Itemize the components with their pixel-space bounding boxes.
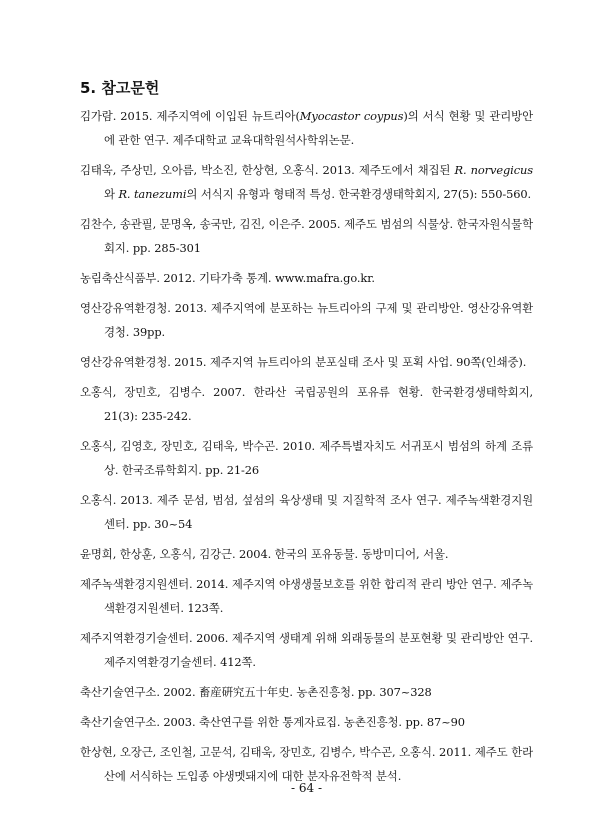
reference-entry <box>80 434 533 482</box>
reference-text: 축산기술연구소. 2003. 축산연구를 위한 통계자료집. 농촌진흥청. pp. 87~90 <box>80 715 465 729</box>
reference-text: 제주녹색환경지원센터. 2014. 제주지역 야생생물보호를 위한 합리적 관리 방안 연구. 제주녹색환경지원센터. 123쪽. <box>80 577 533 615</box>
reference-entry <box>80 350 533 374</box>
species-name: R. tanezumi <box>118 187 187 201</box>
reference-entry <box>80 710 533 734</box>
reference-text: 김가람. 2015. 제주지역에 이입된 뉴트리아( <box>80 109 300 123</box>
species-name: R. norvegicus <box>454 163 533 177</box>
page-number: - 64 - <box>290 781 322 795</box>
reference-text: )의 서식 현황 및 관리방안에 관한 연구. 제주대학교 교육대학원석사학위논문. <box>104 109 533 147</box>
reference-text: 김찬수, 송관필, 문명옥, 송국만, 김진, 이은주. 2005. 제주도 범섬의 식물상. 한국자원식물학회지. pp. 285-301 <box>80 217 533 255</box>
reference-entry <box>80 572 533 620</box>
reference-text: 오홍식. 2013. 제주 문섬, 범섬, 섶섬의 육상생태 및 지질학적 조사 연구. 제주녹색환경지원센터. pp. 30~54 <box>80 493 533 531</box>
reference-text: 오홍식, 김영호, 장민호, 김태욱, 박수곤. 2010. 제주특별자치도 서귀포시 범섬의 하계 조류상. 한국조류학회지. pp. 21-26 <box>80 439 533 477</box>
reference-entry <box>80 104 533 152</box>
reference-entry <box>80 296 533 344</box>
reference-entry <box>80 380 533 428</box>
species-name: Myocastor coypus <box>299 109 404 123</box>
reference-text: 농림축산식품부. 2012. 기타가축 통계. www.mafra.go.kr. <box>80 271 375 285</box>
reference-entry <box>80 680 533 704</box>
section-heading: 5. 참고문헌 <box>80 79 160 97</box>
reference-text: 의 서식지 유형과 형태적 특성. 한국환경생태학회지, 27(5): 550-560. <box>186 187 532 201</box>
reference-text: 영산강유역환경청. 2013. 제주지역에 분포하는 뉴트리아의 구제 및 관리방안. 영산강유역환경청. 39pp. <box>80 301 533 339</box>
reference-text: 제주지역환경기술센터. 2006. 제주지역 생태계 위해 외래동물의 분포현황 및 관리방안 연구. 제주지역환경기술센터. 412쪽. <box>80 631 533 669</box>
reference-list <box>80 104 533 794</box>
reference-text: 윤명희, 한상훈, 오홍식, 김강근. 2004. 한국의 포유동물. 동방미디어, 서울. <box>80 547 449 561</box>
reference-text: 김태욱, 주상민, 오아름, 박소진, 한상현, 오홍식. 2013. 제주도에서 채집된 <box>80 163 455 177</box>
reference-entry <box>80 158 533 206</box>
reference-text: 축산기술연구소. 2002. 畜産硏究五十年史. 농촌진흥청. pp. 307~328 <box>80 685 432 699</box>
reference-text: 와 <box>104 187 119 201</box>
reference-entry <box>80 266 533 290</box>
reference-entry <box>80 212 533 260</box>
reference-entry <box>80 542 533 566</box>
reference-text: 오홍식, 장민호, 김병수. 2007. 한라산 국립공원의 포유류 현황. 한국환경생태학회지, 21(3): 235-242. <box>80 385 533 423</box>
reference-entry <box>80 626 533 674</box>
reference-entry <box>80 488 533 536</box>
reference-text: 영산강유역환경청. 2015. 제주지역 뉴트리아의 분포실태 조사 및 포획 사업. 90쪽(인쇄중). <box>80 355 527 369</box>
reference-text: 한상현, 오장근, 조인철, 고문석, 김태욱, 장민호, 김병수, 박수곤, 오홍식. 2011. 제주도 한라산에 서식하는 도입종 야생멧돼지에 대한 분자유전학적 분석. <box>80 745 533 783</box>
